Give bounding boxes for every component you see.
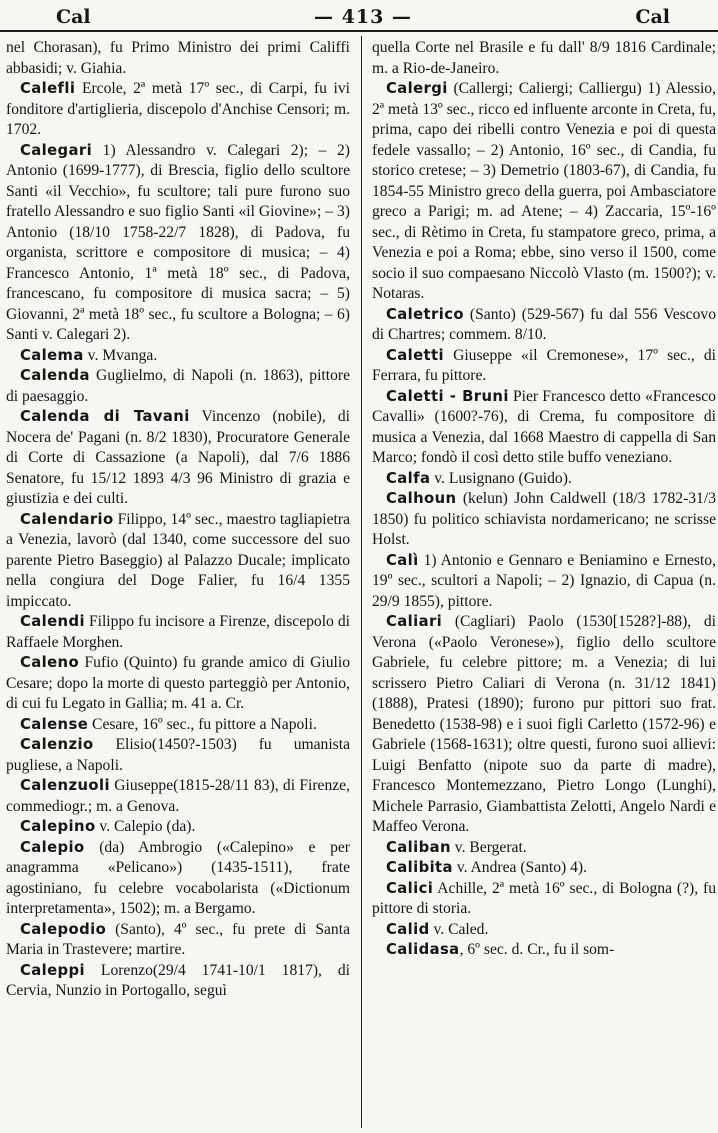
dictionary-entry <box>6 776 350 817</box>
entry-text: v. Lusignano (Guido). <box>430 469 572 487</box>
running-header <box>0 0 718 32</box>
left-column <box>6 38 350 1128</box>
entry-text: (Santo), 4º sec., fu prete di Santa Maria in Trastevere; martire. <box>6 920 350 958</box>
entry-text: Giuseppe(1815-28/11 83), di Firenze, commediogr.; m. a Genova. <box>6 777 350 815</box>
entry-text: nel Chorasan), fu Primo Ministro dei primi Califfi abbasidi; v. Giahia. <box>6 39 350 77</box>
entry-text: Pier Francesco detto «Francesco Cavalli» (1600?-76), di Crema, fu compositore di musica a Venezia, dal 1668 Maestro di cappella di San Marco; fondò il così detto stile buffo veneziano. <box>372 387 716 466</box>
dictionary-entry <box>6 920 350 961</box>
entry-text: v. Calepio (da). <box>95 818 196 835</box>
entry-headword: Caleno <box>20 654 80 671</box>
entry-headword: Calergi <box>386 80 448 97</box>
dictionary-entry <box>6 612 350 653</box>
entry-headword: Calenda di Tavani <box>20 408 190 425</box>
entry-text: (kelun) John Caldwell (18/3 1782-31/3 1850) fu politico schiavista nordamericano; ne scrisse Holst. <box>372 490 716 548</box>
dictionary-entry <box>372 858 716 879</box>
dictionary-entry <box>372 920 716 941</box>
dictionary-entry <box>372 879 716 920</box>
dictionary-entry <box>6 346 350 367</box>
dictionary-entry <box>6 510 350 613</box>
entry-headword: Calepodio <box>20 920 107 938</box>
entry-text: quella Corte nel Brasile e fu dall' 8/9 1816 Cardinale; m. a Rio-de-Janeiro. <box>372 39 716 77</box>
entry-headword: Caliari <box>386 613 443 630</box>
dictionary-entry <box>372 489 716 551</box>
dictionary-entry <box>372 838 716 859</box>
entry-headword: Calense <box>20 715 89 733</box>
dictionary-entry <box>6 817 350 838</box>
entry-text: , 6º sec. d. Cr., fu il som- <box>459 941 615 958</box>
entry-headword: Caliban <box>386 838 451 856</box>
entry-headword: Calefli <box>20 80 76 97</box>
dictionary-entry <box>6 141 350 346</box>
entry-text: 1) Antonio e Gennaro e Beniamino e Ernesto, 19º sec., scultori a Napoli; – 2) Ignazio, di Capua (n. 29/9 1855), pittore. <box>372 551 716 610</box>
entry-text: Achille, 2ª metà 16º sec., di Bologna (?), fu pittore di storia. <box>372 879 716 917</box>
entry-text: Guglielmo, di Napoli (n. 1863), pittore di paesaggio. <box>6 367 350 405</box>
entry-headword: Caletrico <box>386 305 464 323</box>
entry-text: (Santo) (529-567) fu dal 556 Vescovo di Chartres; commem. 8/10. <box>372 305 716 343</box>
entry-text: Elisio(1450?-1503) fu umanista pugliese, a Napoli. <box>6 736 350 774</box>
header-left-word: Cal <box>56 6 91 28</box>
dictionary-entry <box>372 38 716 79</box>
dictionary-entry <box>6 653 350 715</box>
dictionary-entry <box>372 305 716 346</box>
header-right-word: Cal <box>635 6 670 28</box>
entry-headword: Calenda <box>20 367 90 384</box>
entry-headword: Calidasa <box>386 941 460 958</box>
dictionary-entry <box>372 551 716 613</box>
dictionary-entry <box>6 735 350 776</box>
entry-text: (da) Ambrogio («Calepino» e per anagramma «Pelicano») (1435-1511), frate agostiniano, fu celebre vocabolarista («Dictionum interpretamenta», 1502); m. a Bergamo. <box>6 838 350 917</box>
entry-headword: Calid <box>386 920 430 938</box>
entry-text: Filippo, 14º sec., maestro tagliapietra a Venezia, lavorò (dal 1340, come successore del suo parente Pietro Baseggio) al Palazzo Ducale; implicato nella congiura del Doge Falier, fu 16/4 1355 impiccato. <box>6 510 350 610</box>
entry-headword: Calema <box>20 346 84 364</box>
entry-text: Fufio (Quinto) fu grande amico di Giulio Cesare; dopo la morte di questo parteggiò per Antonio, di cui fu Legato in Gallia; m. 41 a. Cr. <box>6 654 350 712</box>
dictionary-entry <box>6 38 350 79</box>
dictionary-entry <box>372 79 716 305</box>
entry-text: Ercole, 2ª metà 17º sec., di Carpi, fu ivi fonditore d'artiglieria, discepolo d'Anchise Censori; m. 1702. <box>6 80 350 138</box>
dictionary-entry <box>372 387 716 469</box>
entry-text: v. Mvanga. <box>83 346 158 364</box>
dictionary-entry <box>372 612 716 838</box>
entry-text: Giuseppe «il Cremonese», 17º sec., di Ferrara, fu pittore. <box>372 346 716 384</box>
entry-text: v. Andrea (Santo) 4). <box>452 859 588 876</box>
dictionary-entry <box>6 838 350 920</box>
entry-headword: Calegari <box>20 141 93 159</box>
entry-text: v. Bergerat. <box>450 838 527 856</box>
entry-text: 1) Alessandro v. Calegari 2); – 2) Antonio (1699-1777), di Brescia, figlio dello scultore Santi «il Vecchio», fu scultore; tali pure furono suo fratello Alessandro e suo figlio Santi «il Giovine»; – 3) Antonio (18/10 1758-22/7 1828), di Padova, fu organista, scrittore e compositore di musica; – 4) Francesco Antonio, 1ª metà 18º sec., di Padova, francescano, fu compositore di musica sacra; – 5) Giovanni, 2ª metà 18º sec., fu scultore a Bologna; – 6) Santi v. Calegari 2). <box>6 141 350 343</box>
dictionary-entry <box>6 407 350 510</box>
entry-headword: Calepio <box>20 838 85 856</box>
entry-headword: Caletti <box>386 346 444 364</box>
entry-text: Vincenzo (nobile), di Nocera de' Pagani (n. 8/2 1830), Procuratore Generale di Corte di Cassazione (a Napoli), dal 7/6 1886 Senatore, fu 15/12 1893 4/3 96 Ministro di grazia e giustizia e dei culti. <box>6 408 350 507</box>
dictionary-entry <box>6 961 350 1002</box>
entry-headword: Calì <box>386 551 419 569</box>
dictionary-entry <box>6 79 350 141</box>
entry-headword: Calenzuoli <box>20 777 110 794</box>
dictionary-entry <box>6 366 350 407</box>
entry-headword: Calenzio <box>20 736 94 753</box>
entry-headword: Calendario <box>20 510 114 528</box>
dictionary-entry <box>6 715 350 736</box>
right-column <box>372 38 716 1128</box>
entry-headword: Calici <box>386 879 434 897</box>
dictionary-entry <box>372 346 716 387</box>
dictionary-entry <box>372 940 716 961</box>
page-number: — 413 — <box>314 6 412 28</box>
entry-headword: Caletti - Bruni <box>386 387 509 405</box>
entry-text: (Cagliari) Paolo (1530[1528?]-88), di Verona («Paolo Veronese»), figlio dello scultore Gabriele, fu celebre pittore; m. a Venezia; di lui scrissero Pietro Caliari di Verona (n. 31/12 1841) (1888), Pratesi (1890); furono pur pittori suo frat. Benedetto (1538-98) e i suoi figli Carletto (1572-96) e Gabriele (1568-1631); oltre questi, furono suoi allievi: Luigi Benfatto (nipote suo da parte di madre), Francesco Montemezzano, Pietro Longo (Lunghi), Michele Parrasio, Giambattista Zelotti, Angelo Nardi e Maffeo Verona. <box>372 613 716 835</box>
entry-headword: Caleppi <box>20 961 86 979</box>
entry-headword: Calendi <box>20 613 85 630</box>
entry-text: Filippo fu incisore a Firenze, discepolo di Raffaele Morghen. <box>6 613 350 651</box>
entry-text: Cesare, 16º sec., fu pittore a Napoli. <box>88 715 317 733</box>
entry-text: v. Caled. <box>429 920 489 938</box>
column-divider <box>361 36 362 1128</box>
dictionary-entry <box>372 469 716 490</box>
entry-text: Lorenzo(29/4 1741-10/1 1817), di Cervia, Nunzio in Portogallo, seguì <box>6 961 350 999</box>
entry-headword: Calibita <box>386 859 453 876</box>
entry-headword: Calfa <box>386 469 431 487</box>
entry-headword: Calepino <box>20 818 96 835</box>
entry-text: (Callergi; Caliergi; Calliergu) 1) Alessio, 2ª metà 13º sec., ricco ed influente arconte in Creta, fu, prima, capo dei ribelli contro Venezia e poi di questa fedele vassallo; – 2) Antonio, 16º sec., di Candia, fu storico cretese; – 3) Demetrio (1803-67), di Candia, fu 1854-55 Ministro greco della guerra, poi Ambasciatore greco a Parigi; m. ad Atene; – 4) Zaccaria, 15º-16º sec., di Rètimo in Creta, fu stampatore greco, prima, a Venezia e poi a Roma; ebbe, sino verso il 1500, come socio il suo compaesano Niccolò Vlasto (m. 1500?); v. Notaras. <box>372 80 716 302</box>
entry-headword: Calhoun <box>386 490 457 507</box>
